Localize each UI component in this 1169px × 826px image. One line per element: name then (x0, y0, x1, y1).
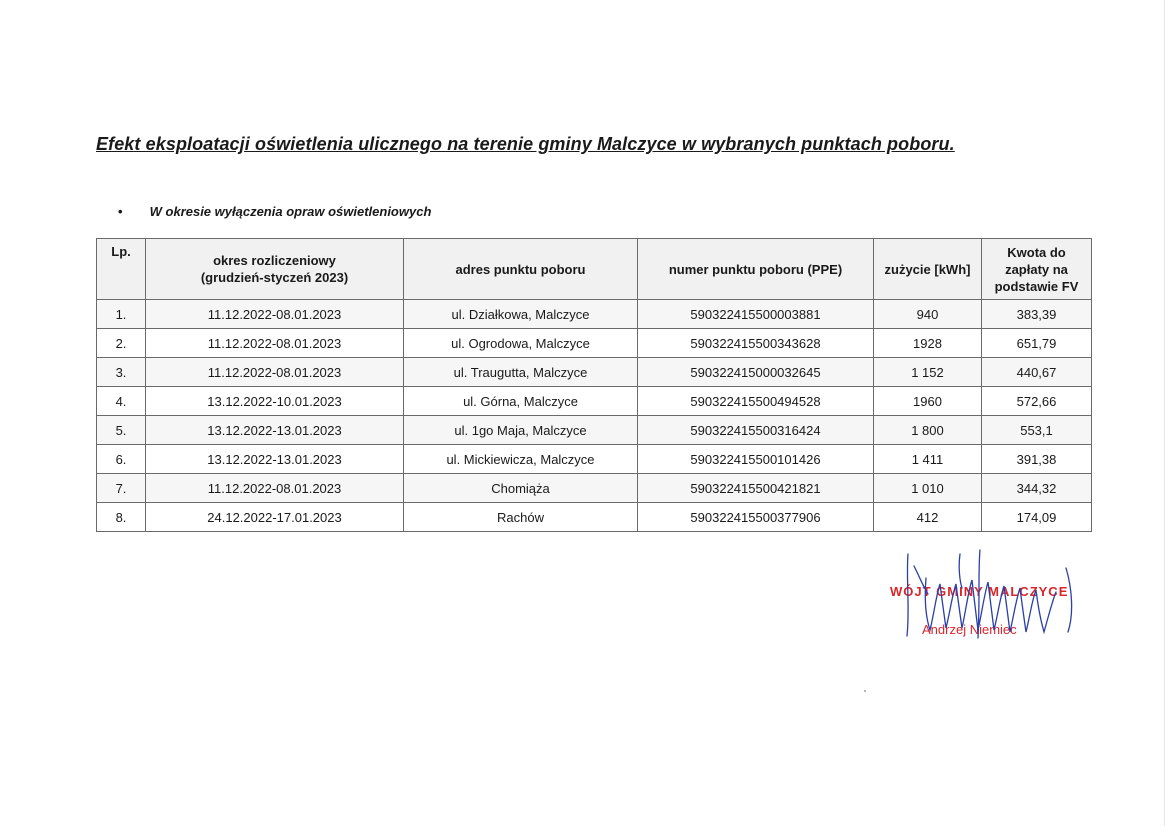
cell-adres: ul. Górna, Malczyce (404, 387, 638, 416)
header-okres-line2: (grudzień-styczeń 2023) (200, 270, 349, 285)
scan-speck (864, 690, 866, 692)
cell-zuzycie: 940 (874, 300, 982, 329)
header-ppe: numer punktu poboru (PPE) (638, 239, 874, 300)
cell-kwota: 391,38 (982, 445, 1092, 474)
cell-adres: ul. Działkowa, Malczyce (404, 300, 638, 329)
cell-kwota: 440,67 (982, 358, 1092, 387)
table-row (97, 300, 1092, 329)
cell-zuzycie: 1960 (874, 387, 982, 416)
cell-okres: 11.12.2022-08.01.2023 (146, 474, 404, 503)
header-kwota-line1: Kwota do (1007, 244, 1066, 260)
cell-lp: 4. (97, 387, 146, 416)
cell-lp: 6. (97, 445, 146, 474)
signature-stamp (880, 548, 1090, 658)
cell-lp: 3. (97, 358, 146, 387)
cell-zuzycie: 1 411 (874, 445, 982, 474)
page-title: Efekt eksploatacji oświetlenia ulicznego na terenie gminy Malczyce w wybranych punktach poboru. (96, 134, 955, 154)
cell-kwota: 553,1 (982, 416, 1092, 445)
cell-ppe: 590322415500316424 (638, 416, 874, 445)
table-row (97, 416, 1092, 445)
header-zuzycie: zużycie [kWh] (874, 239, 982, 300)
cell-kwota: 383,39 (982, 300, 1092, 329)
stamp-title: WÓJT GMINY MALCZYCE (890, 584, 1069, 599)
header-okres (146, 239, 404, 300)
cell-adres: ul. Mickiewicza, Malczyce (404, 445, 638, 474)
consumption-table (96, 238, 1092, 532)
table-row (97, 445, 1092, 474)
cell-ppe: 590322415500377906 (638, 503, 874, 532)
header-kwota-line3: podstawie FV (994, 278, 1079, 294)
header-kwota (982, 239, 1092, 300)
cell-adres: ul. 1go Maja, Malczyce (404, 416, 638, 445)
cell-lp: 7. (97, 474, 146, 503)
cell-zuzycie: 1 010 (874, 474, 982, 503)
handwritten-signature (880, 548, 1090, 658)
cell-zuzycie: 1 152 (874, 358, 982, 387)
cell-lp: 2. (97, 329, 146, 358)
table-row (97, 358, 1092, 387)
cell-adres: Rachów (404, 503, 638, 532)
cell-ppe: 590322415500003881 (638, 300, 874, 329)
cell-lp: 1. (97, 300, 146, 329)
cell-okres: 13.12.2022-13.01.2023 (146, 445, 404, 474)
header-lp: Lp. (97, 239, 146, 300)
cell-adres: Chomiąża (404, 474, 638, 503)
cell-lp: 5. (97, 416, 146, 445)
subtitle-text: W okresie wyłączenia opraw oświetleniowych (149, 204, 432, 219)
cell-okres: 11.12.2022-08.01.2023 (146, 300, 404, 329)
cell-kwota: 572,66 (982, 387, 1092, 416)
header-okres-line1: okres rozliczeniowy (213, 253, 336, 268)
cell-okres: 24.12.2022-17.01.2023 (146, 503, 404, 532)
table-row (97, 503, 1092, 532)
cell-adres: ul. Traugutta, Malczyce (404, 358, 638, 387)
cell-kwota: 344,32 (982, 474, 1092, 503)
cell-ppe: 590322415500494528 (638, 387, 874, 416)
cell-ppe: 590322415500343628 (638, 329, 874, 358)
table-row (97, 329, 1092, 358)
cell-okres: 11.12.2022-08.01.2023 (146, 358, 404, 387)
cell-zuzycie: 412 (874, 503, 982, 532)
bullet-icon: • (118, 204, 123, 219)
cell-zuzycie: 1 800 (874, 416, 982, 445)
cell-ppe: 590322415500101426 (638, 445, 874, 474)
header-adres: adres punktu poboru (404, 239, 638, 300)
cell-okres: 13.12.2022-13.01.2023 (146, 416, 404, 445)
subtitle-bullet-item (118, 204, 431, 219)
table-row (97, 474, 1092, 503)
cell-lp: 8. (97, 503, 146, 532)
cell-kwota: 651,79 (982, 329, 1092, 358)
cell-okres: 11.12.2022-08.01.2023 (146, 329, 404, 358)
cell-adres: ul. Ogrodowa, Malczyce (404, 329, 638, 358)
cell-okres: 13.12.2022-10.01.2023 (146, 387, 404, 416)
table-header-row (97, 239, 1092, 300)
scan-edge (1164, 0, 1165, 826)
cell-zuzycie: 1928 (874, 329, 982, 358)
cell-ppe: 590322415500421821 (638, 474, 874, 503)
cell-ppe: 590322415000032645 (638, 358, 874, 387)
stamp-name: Andrzej Niemiec (922, 622, 1017, 637)
table-row (97, 387, 1092, 416)
header-kwota-line2: zapłaty na (1005, 261, 1068, 277)
cell-kwota: 174,09 (982, 503, 1092, 532)
